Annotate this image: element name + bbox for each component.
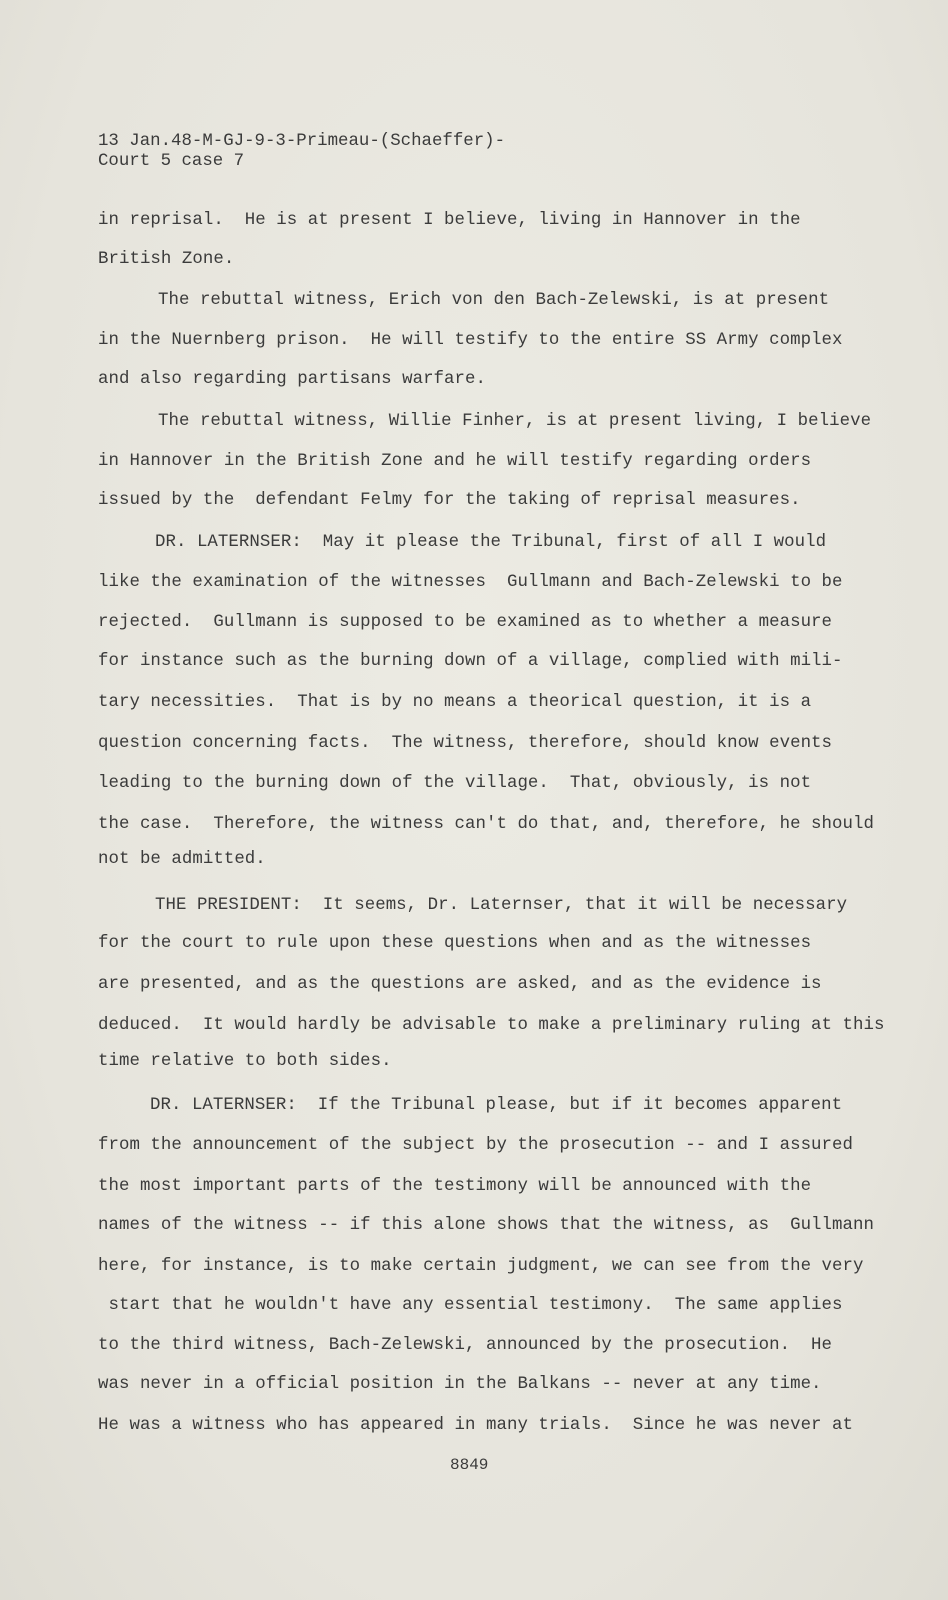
page-number: 8849: [450, 1456, 489, 1474]
transcript-line: in Hannover in the British Zone and he will testify regarding orders: [98, 452, 812, 471]
transcript-line: THE PRESIDENT: It seems, Dr. Laternser, that it will be necessary: [155, 896, 848, 915]
transcript-line: are presented, and as the questions are asked, and as the evidence is: [98, 975, 822, 994]
transcript-line: DR. LATERNSER: If the Tribunal please, but if it becomes apparent: [150, 1096, 843, 1115]
transcript-line: The rebuttal witness, Erich von den Bach-Zelewski, is at present: [158, 291, 830, 310]
transcript-line: He was a witness who has appeared in many trials. Since he was never at: [98, 1416, 853, 1435]
transcript-line: question concerning facts. The witness, therefore, should know events: [98, 734, 833, 753]
transcript-line: British Zone.: [98, 250, 235, 269]
transcript-line: start that he wouldn't have any essential testimony. The same applies: [98, 1296, 843, 1315]
header-reference-line: 13 Jan.48-M-GJ-9-3-Primeau-(Schaeffer)-: [98, 132, 506, 151]
transcript-line: not be admitted.: [98, 850, 266, 869]
transcript-line: for the court to rule upon these questions when and as the witnesses: [98, 934, 812, 953]
transcript-line: leading to the burning down of the village. That, obviously, is not: [98, 774, 812, 793]
transcript-line: rejected. Gullmann is supposed to be examined as to whether a measure: [98, 613, 833, 632]
transcript-line: for instance such as the burning down of a village, complied with mili-: [98, 652, 843, 671]
transcript-line: was never in a official position in the Balkans -- never at any time.: [98, 1375, 822, 1394]
transcript-line: from the announcement of the subject by the prosecution -- and I assured: [98, 1136, 853, 1155]
transcript-line: DR. LATERNSER: May it please the Tribunal, first of all I would: [155, 533, 827, 552]
transcript-line: like the examination of the witnesses Gullmann and Bach-Zelewski to be: [98, 573, 843, 592]
transcript-line: here, for instance, is to make certain judgment, we can see from the very: [98, 1257, 864, 1276]
transcript-line: to the third witness, Bach-Zelewski, announced by the prosecution. He: [98, 1336, 833, 1355]
transcript-line: in reprisal. He is at present I believe, living in Hannover in the: [98, 211, 801, 230]
transcript-line: The rebuttal witness, Willie Finher, is at present living, I believe: [158, 412, 872, 431]
transcript-line: the case. Therefore, the witness can't do that, and, therefore, he should: [98, 815, 874, 834]
transcript-line: deduced. It would hardly be advisable to make a preliminary ruling at this: [98, 1016, 885, 1035]
transcript-line: tary necessities. That is by no means a theorical question, it is a: [98, 693, 812, 712]
transcript-line: in the Nuernberg prison. He will testify to the entire SS Army complex: [98, 331, 843, 350]
header-court-case-line: Court 5 case 7: [98, 152, 245, 171]
transcript-line: time relative to both sides.: [98, 1052, 392, 1071]
transcript-line: the most important parts of the testimony will be announced with the: [98, 1177, 812, 1196]
transcript-line: and also regarding partisans warfare.: [98, 370, 486, 389]
transcript-line: issued by the defendant Felmy for the taking of reprisal measures.: [98, 491, 801, 510]
transcript-line: names of the witness -- if this alone shows that the witness, as Gullmann: [98, 1216, 874, 1235]
